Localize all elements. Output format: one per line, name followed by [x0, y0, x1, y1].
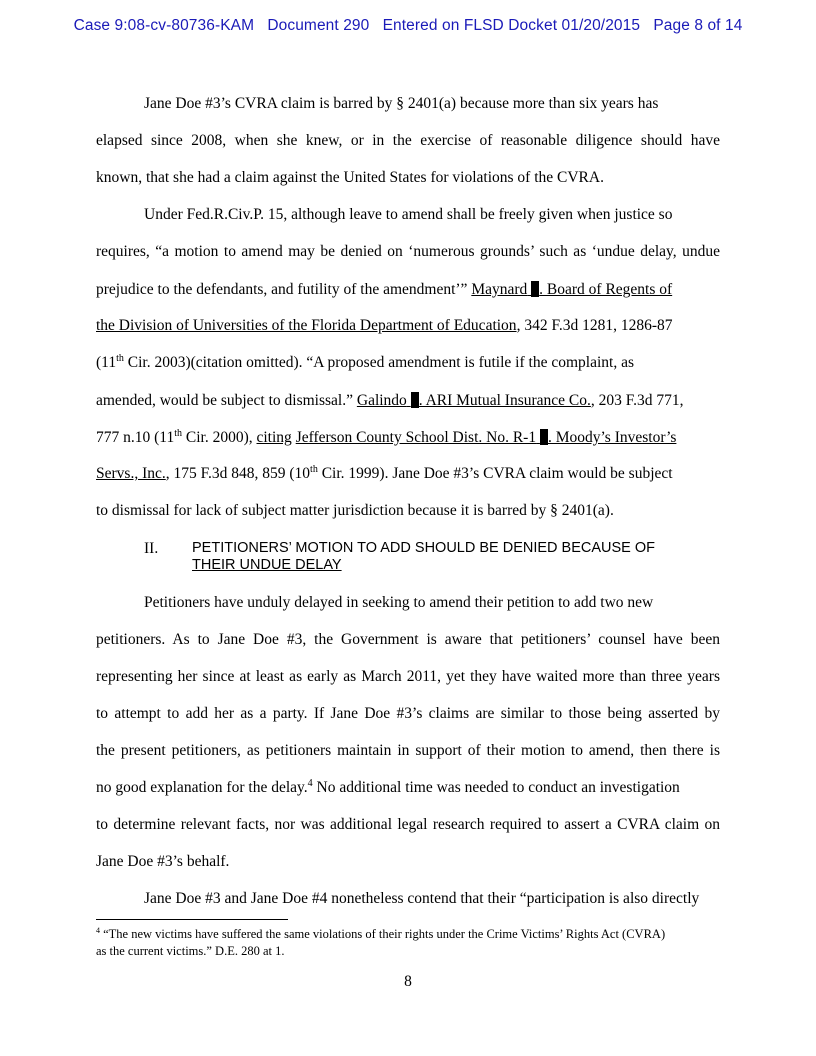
para2-line7: 777 n.10 (11th Cir. 2000), citing Jefferson County School Dist. No. R-1 . Moody’s Investor’s [96, 428, 677, 446]
redaction-box [540, 429, 548, 445]
para2-line4: the Division of Universities of the Florida Department of Education, 342 F.3d 1281, 1286-87 [96, 317, 673, 334]
para1-line2: elapsed since 2008, when she knew, or in the exercise of reasonable diligence should have [96, 132, 720, 149]
para2-line2: requires, “a motion to amend may be denied on ‘numerous grounds’ such as ‘undue delay, undue [96, 243, 720, 260]
redaction-box [411, 392, 419, 408]
case-citation-galindo: Galindo . ARI Mutual Insurance Co. [356, 392, 591, 409]
para3-line2: petitioners. As to Jane Doe #3, the Government is aware that petitioners’ counsel have been [96, 631, 720, 648]
section-heading-line2: THEIR UNDUE DELAY [192, 557, 342, 573]
header-page: Page 8 of 14 [653, 17, 743, 34]
para2-line1: Under Fed.R.Civ.P. 15, although leave to amend shall be freely given when justice so [144, 206, 673, 223]
section-number: II. [144, 540, 159, 557]
para2-line6: amended, would be subject to dismissal.” Galindo . ARI Mutual Insurance Co., 203 F.3d 771, [96, 392, 684, 409]
header-entered: Entered on FLSD Docket 01/20/2015 [382, 17, 641, 34]
header-case: Case 9:08-cv-80736-KAM [73, 17, 255, 34]
footnote-line2: as the current victims.” D.E. 280 at 1. [96, 944, 285, 958]
ecf-header [0, 17, 816, 35]
para3-line7: to determine relevant facts, nor was additional legal research required to assert a CVRA claim on [96, 816, 720, 833]
footnote-ref-4: 4 [307, 778, 313, 789]
case-citation-maynard: Maynard . Board of Regents of [471, 281, 673, 298]
para3-line8: Jane Doe #3’s behalf. [96, 853, 230, 870]
citing-signal: citing [256, 429, 292, 446]
case-citation-maynard-cont: the Division of Universities of the Florida Department of Education [96, 317, 517, 334]
para3-line3: representing her since at least as early as March 2011, yet they have waited more than three years [96, 668, 720, 685]
para1-line1: Jane Doe #3’s CVRA claim is barred by § 2401(a) because more than six years has [144, 95, 659, 112]
para2-line8: Servs., Inc., 175 F.3d 848, 859 (10th Cir. 1999). Jane Doe #3’s CVRA claim would be subject [96, 464, 673, 482]
para4-line1: Jane Doe #3 and Jane Doe #4 nonetheless contend that their “participation is also directly [144, 890, 700, 907]
para2-line3-text: prejudice to the defendants, and futility of the amendment’” [96, 281, 468, 298]
page-number: 8 [404, 973, 412, 990]
footnote-line1: $^4$ “The new victims have suffered the same violations of their rights under the Crime Victims’ Rights Act (CVRA) [96, 926, 666, 941]
para3-line4: to attempt to add her as a party. If Jane Doe #3’s claims are similar to those being asserted by [96, 705, 720, 722]
para3-line5: the present petitioners, as petitioners maintain in support of their motion to amend, then there is [96, 742, 720, 759]
para2-line5: (11th Cir. 2003)(citation omitted). “A proposed amendment is futile if the complaint, as [96, 353, 634, 371]
footnote-divider [96, 919, 288, 920]
case-citation-jefferson: Jefferson County School Dist. No. R-1 . Moody’s Investor’s [295, 429, 677, 446]
section-heading-line1: PETITIONERS’ MOTION TO ADD SHOULD BE DENIED BECAUSE OF [192, 540, 656, 556]
para2-line9: to dismissal for lack of subject matter jurisdiction because it is barred by § 2401(a). [96, 502, 614, 519]
redaction-box [531, 281, 539, 297]
para3-line1: Petitioners have unduly delayed in seeking to amend their petition to add two new [144, 594, 654, 611]
para3-line6: no good explanation for the delay.$^4$ No additional time was needed to conduct an investigation [96, 778, 680, 796]
para1-line3: known, that she had a claim against the United States for violations of the CVRA. [96, 169, 604, 186]
case-citation-jefferson-cont: Servs., Inc. [96, 465, 166, 482]
header-document: Document 290 [267, 17, 370, 34]
para2-line3 [96, 281, 672, 298]
